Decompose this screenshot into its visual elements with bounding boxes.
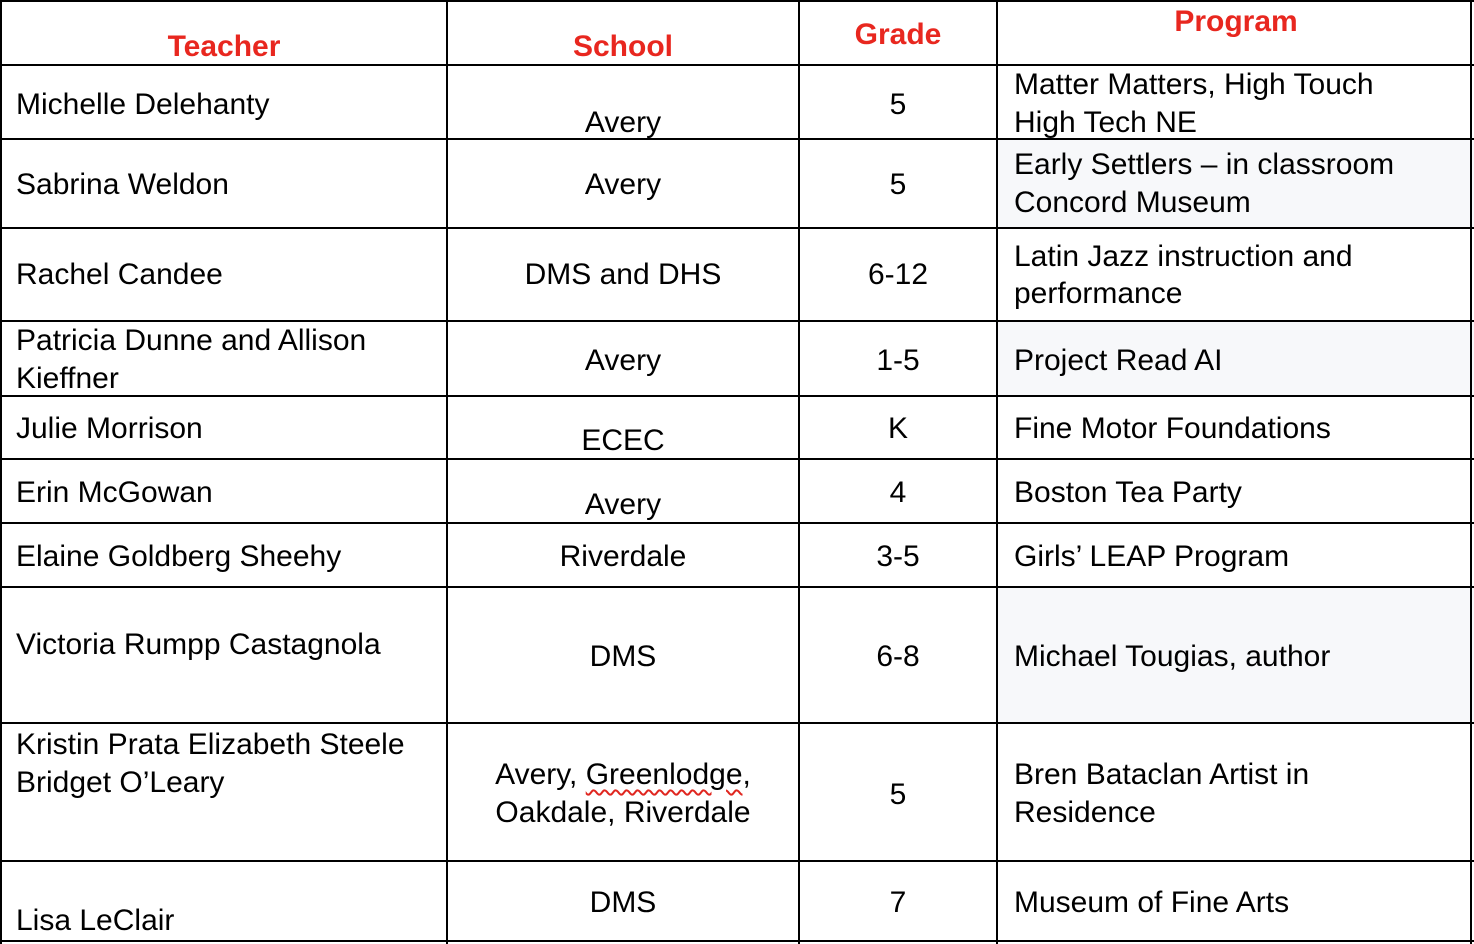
- row-divider: [0, 0, 1474, 2]
- header-grade: Grade: [854, 18, 942, 51]
- row-divider: [0, 860, 1474, 862]
- teacher-name: Sabrina Weldon: [16, 168, 229, 201]
- teacher-name: Victoria Rumpp Castagnola: [16, 628, 381, 661]
- school-name: Riverdale: [559, 540, 687, 573]
- program-name: Project Read AI: [1014, 344, 1223, 377]
- row-divider: [0, 395, 1474, 397]
- grade-value: 5: [889, 778, 907, 811]
- row-divider: [0, 722, 1474, 724]
- grade-value: 4: [889, 476, 907, 509]
- school-name: [448, 756, 798, 793]
- column-divider: [1470, 0, 1472, 944]
- grade-value: 1-5: [876, 344, 920, 377]
- program-name: Fine Motor Foundations: [1014, 412, 1331, 445]
- grade-value: 7: [889, 886, 907, 919]
- school-name: Avery: [584, 344, 662, 377]
- school-name: ECEC: [581, 424, 665, 457]
- teacher-name: Bridget O’Leary: [16, 766, 225, 799]
- school-name: Oakdale, Riverdale: [495, 796, 751, 829]
- header-school: School: [572, 30, 673, 63]
- teacher-name: Elaine Goldberg Sheehy: [16, 540, 342, 573]
- program-name: High Tech NE: [1014, 106, 1197, 139]
- program-name: Latin Jazz instruction and: [1014, 240, 1353, 273]
- column-divider: [996, 0, 998, 944]
- program-name: Michael Tougias, author: [1014, 640, 1331, 673]
- program-name: Residence: [1014, 796, 1156, 829]
- grade-value: 5: [889, 88, 907, 121]
- teacher-name: Julie Morrison: [16, 412, 203, 445]
- row-divider: [0, 940, 1474, 942]
- program-name: Matter Matters, High Touch: [1014, 68, 1374, 101]
- school-name-part: ,: [742, 758, 751, 791]
- school-name: Avery: [584, 488, 662, 521]
- teacher-name: Erin McGowan: [16, 476, 213, 509]
- school-name-part: Avery,: [495, 758, 586, 791]
- grade-value: 6-12: [867, 258, 929, 291]
- school-name: DMS: [589, 886, 657, 919]
- program-name: Girls’ LEAP Program: [1014, 540, 1290, 573]
- teacher-name: Kieffner: [16, 362, 119, 395]
- program-name: Early Settlers – in classroom: [1014, 148, 1395, 181]
- school-name: DMS: [589, 640, 657, 673]
- row-divider: [0, 586, 1474, 588]
- program-name: Bren Bataclan Artist in: [1014, 758, 1310, 791]
- teacher-name: Rachel Candee: [16, 258, 223, 291]
- row-divider: [0, 227, 1474, 229]
- program-name: Boston Tea Party: [1014, 476, 1242, 509]
- misspelled-word: Greenlodge: [585, 758, 743, 791]
- grade-value: K: [887, 412, 908, 445]
- teacher-name: Patricia Dunne and Allison: [16, 324, 367, 357]
- grade-value: 5: [889, 168, 907, 201]
- school-name: Avery: [584, 106, 662, 139]
- school-name: Avery: [584, 168, 662, 201]
- teacher-name: Lisa LeClair: [16, 904, 175, 937]
- program-name: Concord Museum: [1014, 186, 1251, 219]
- header-teacher: Teacher: [167, 30, 281, 63]
- program-name: Museum of Fine Arts: [1014, 886, 1290, 919]
- teacher-name: Michelle Delehanty: [16, 88, 270, 121]
- grade-value: 3-5: [876, 540, 920, 573]
- grade-value: 6-8: [876, 640, 920, 673]
- header-program: Program: [1174, 5, 1298, 38]
- program-name: performance: [1014, 277, 1183, 310]
- school-name: DMS and DHS: [524, 258, 722, 291]
- column-divider: [0, 0, 2, 944]
- teacher-name: Kristin Prata Elizabeth Steele: [16, 728, 405, 761]
